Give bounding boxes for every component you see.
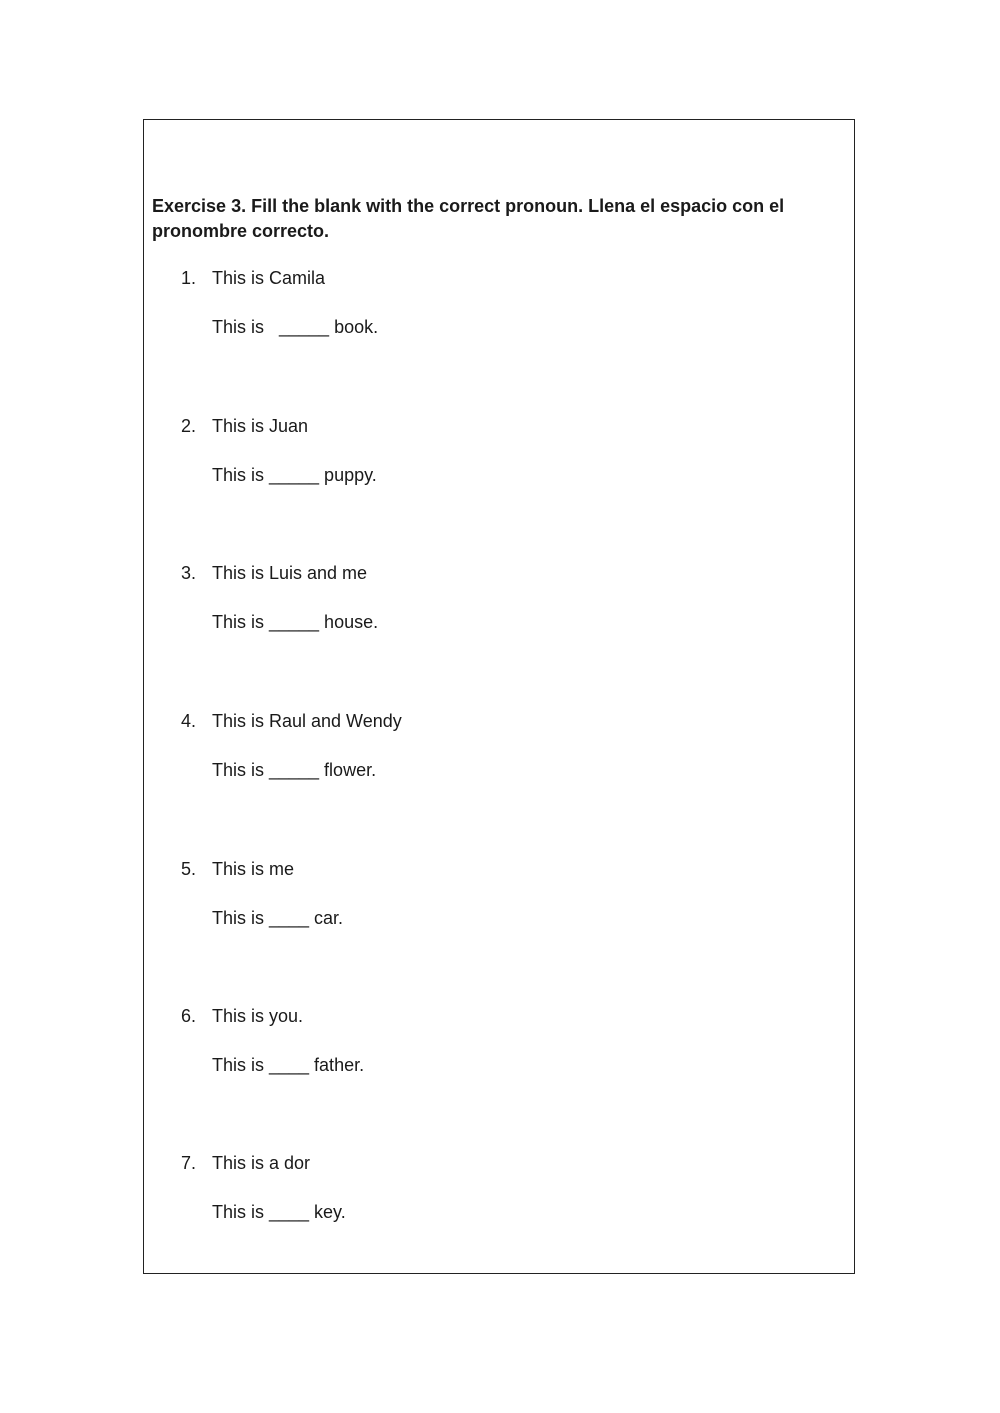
item-number: 2. <box>181 416 197 436</box>
item-prompt: This is Luis and me <box>212 563 368 583</box>
item-number: 7. <box>181 1153 197 1173</box>
item-sentence: This is ____ key. <box>212 1202 346 1222</box>
item-sentence: This is ____ father. <box>212 1055 365 1075</box>
item-number: 3. <box>181 563 197 583</box>
item-number: 4. <box>181 711 197 731</box>
exercise-instructions: Exercise 3. Fill the blank with the correct pronoun. Llena el espacio con el pronombre correcto. <box>152 196 785 241</box>
worksheet-frame <box>143 119 855 1274</box>
item-prompt: This is me <box>212 859 295 879</box>
item-prompt: This is you. <box>212 1006 304 1026</box>
item-number: 1. <box>181 268 197 288</box>
item-sentence: This is _____ book. <box>212 317 379 337</box>
item-sentence: This is ____ car. <box>212 908 344 928</box>
item-number: 6. <box>181 1006 197 1026</box>
item-number: 5. <box>181 859 197 879</box>
item-prompt: This is Raul and Wendy <box>212 711 402 731</box>
item-sentence: This is _____ puppy. <box>212 465 377 485</box>
item-prompt: This is Camila <box>212 268 326 288</box>
item-prompt: This is Juan <box>212 416 309 436</box>
item-prompt: This is a dor <box>212 1153 311 1173</box>
item-sentence: This is _____ flower. <box>212 760 377 780</box>
item-sentence: This is _____ house. <box>212 612 379 632</box>
